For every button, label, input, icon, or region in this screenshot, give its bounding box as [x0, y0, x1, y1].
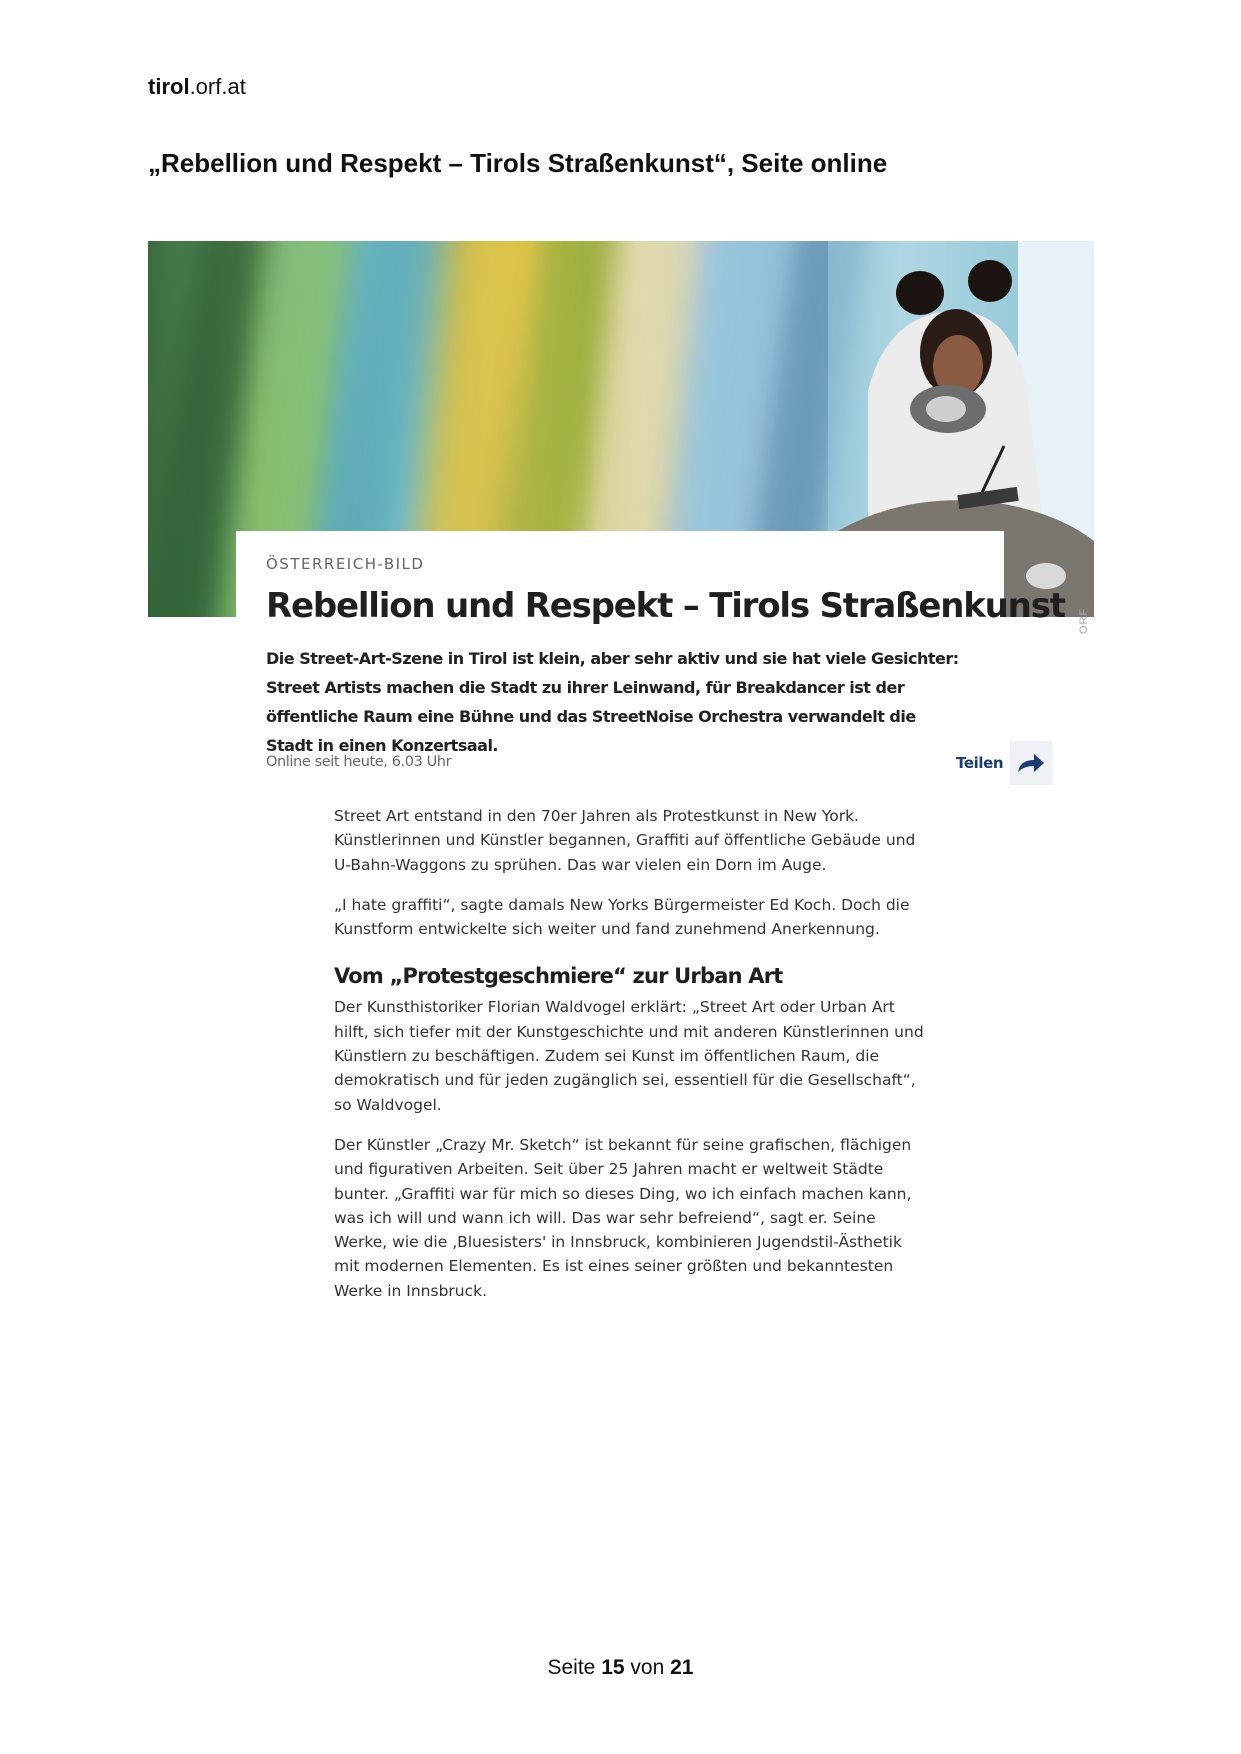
share-arrow-icon[interactable]	[1010, 741, 1052, 785]
body-paragraph: „I hate graffiti“, sagte damals New Yorks Bürgermeister Ed Koch. Doch die Kunstform entwickelte sich weiter und fand zunehmend Anerkennung.	[334, 895, 910, 939]
article-category[interactable]: ÖSTERREICH-BILD	[266, 555, 425, 573]
photo-credit: ORF	[1078, 607, 1090, 634]
article-headline: Rebellion und Respekt – Tirols Straßenkunst	[266, 586, 1065, 626]
site-name-domain: .orf.at	[189, 74, 246, 99]
share-button[interactable]	[956, 741, 1052, 785]
article-subheading: Vom „Protestgeschmiere“ zur Urban Art	[334, 964, 783, 989]
article-lead: Die Street-Art-Szene in Tirol ist klein, aber sehr aktiv und sie hat viele Gesichter: Street Artists machen die Stadt zu ihrer Leinwand, für Breakdancer ist der öffentliche Raum eine Bühne und das StreetNoise Orchestra verwandelt die Stadt in einen Konzertsaal.	[266, 649, 959, 755]
article-body	[334, 804, 924, 1319]
body-paragraph: Der Künstler „Crazy Mr. Sketch“ ist bekannt für seine grafischen, flächigen und figurativen Arbeiten. Seit über 25 Jahren macht er weltweit Städte bunter. „Graffiti war für mich so dieses Ding, wo ich einfach machen kann, was ich will und wann ich will. Das war sehr befreiend“, sagt er. Seine Werke, wie die ‚Bluesisters' in Innsbruck, kombinieren Jugendstil-Ästhetik mit modernen Elementen. Es ist eines seiner größten und bekanntesten Werke in Innsbruck.	[334, 1135, 912, 1300]
page-middle: von	[630, 1656, 665, 1679]
page-total: 21	[670, 1656, 694, 1679]
share-label[interactable]: Teilen	[956, 754, 1004, 772]
site-name	[148, 74, 246, 100]
page-number	[0, 1656, 1241, 1680]
body-paragraph: Der Kunsthistoriker Florian Waldvogel erklärt: „Street Art oder Urban Art hilft, sich tiefer mit der Kunstgeschichte und mit anderen Künstlerinnen und Künstlern zu beschäftigen. Zudem sei Kunst im öffentlichen Raum, die demokratisch und für jeden zugänglich sei, essentiell für die Gesellschaft“, so Waldvogel.	[334, 998, 924, 1114]
page-current: 15	[601, 1656, 625, 1679]
page-prefix: Seite	[547, 1656, 596, 1679]
site-name-bold: tirol	[148, 74, 190, 99]
document-title: „Rebellion und Respekt – Tirols Straßenkunst“, Seite online	[148, 148, 888, 178]
body-paragraph: Street Art entstand in den 70er Jahren als Protestkunst in New York. Künstlerinnen und Künstler begannen, Graffiti auf öffentliche Gebäude und U-Bahn-Waggons zu sprühen. Das war vielen ein Dorn im Auge.	[334, 807, 916, 874]
article-timestamp: Online seit heute, 6.03 Uhr	[266, 754, 452, 770]
